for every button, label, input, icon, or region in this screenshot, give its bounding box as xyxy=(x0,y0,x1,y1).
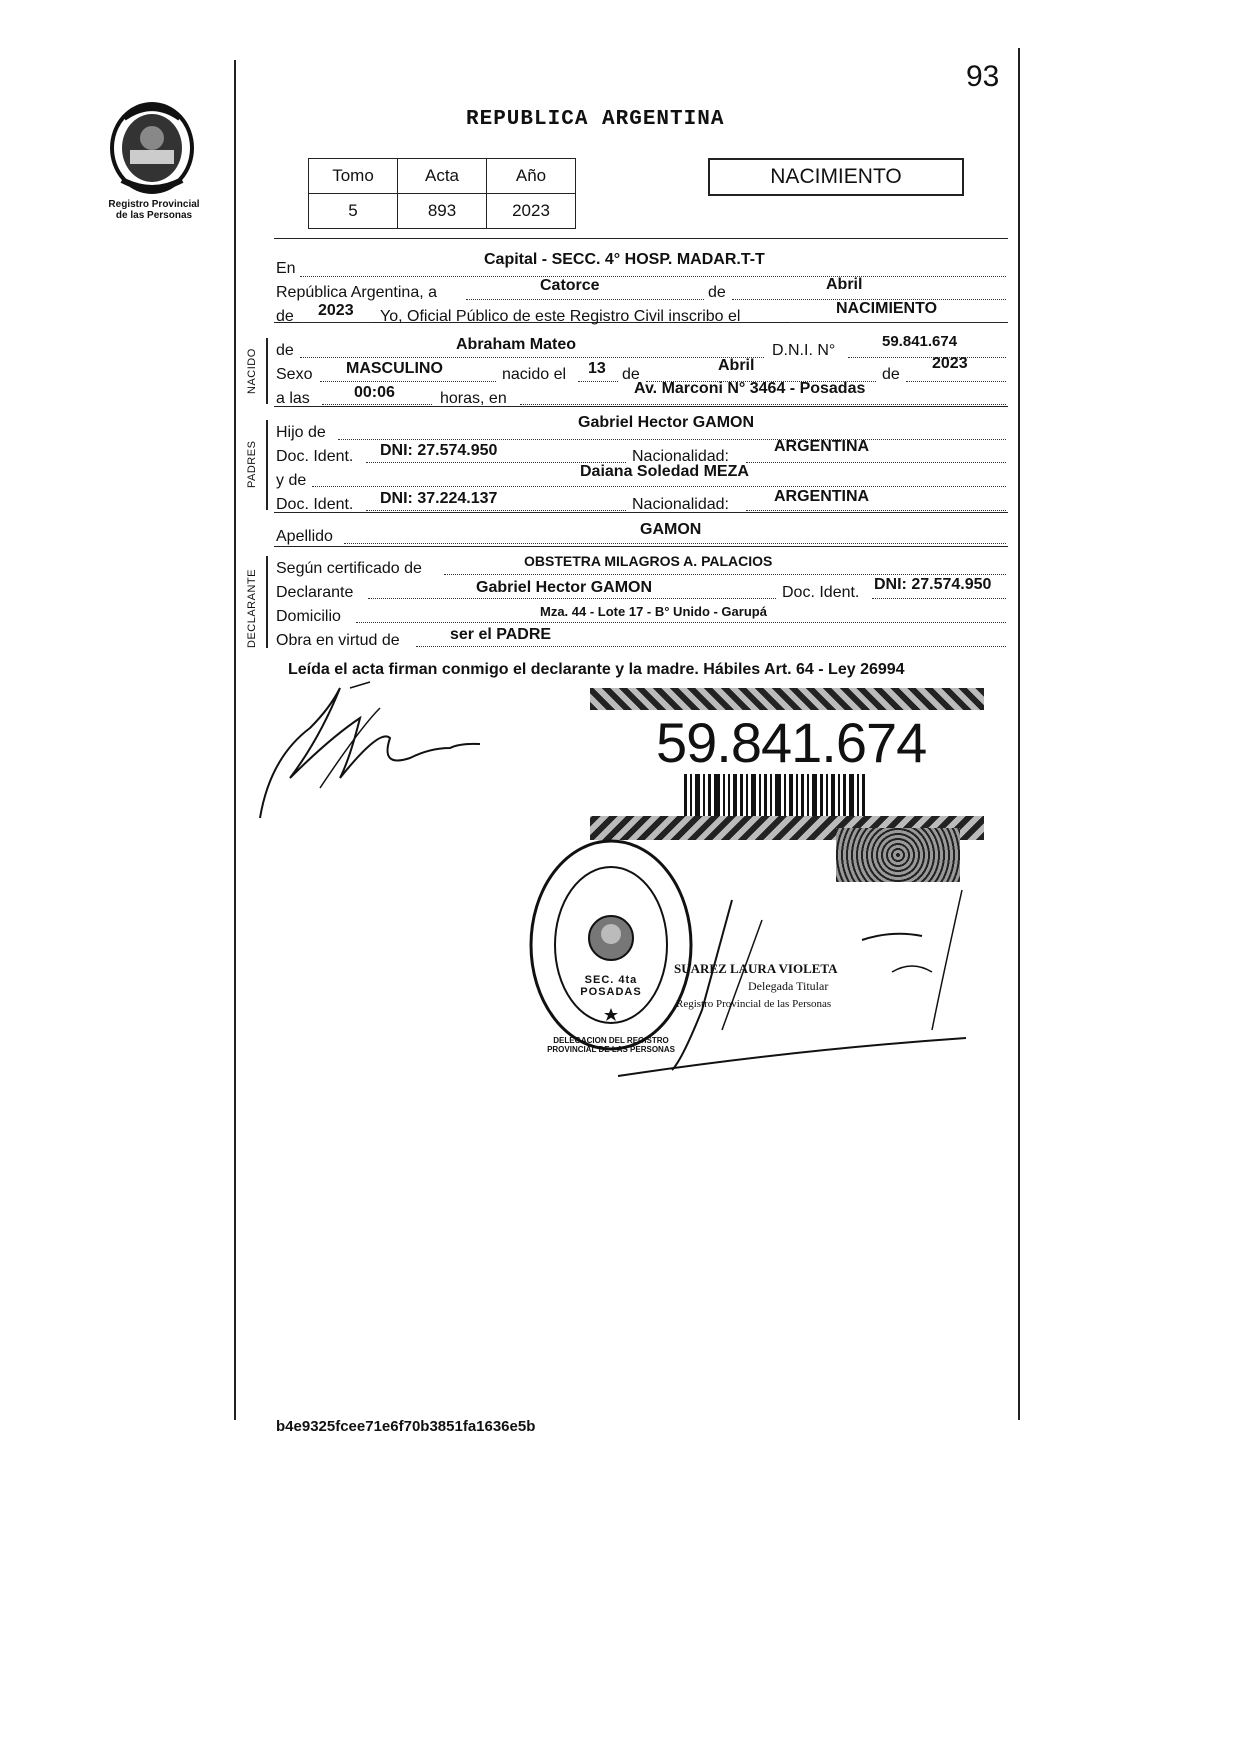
horas-label: horas, en xyxy=(440,390,507,407)
registry-label xyxy=(98,199,210,221)
official-text: Yo, Oficial Público de este Registro Civil inscribo el xyxy=(380,308,741,325)
stamp-inner-text: SEC. 4ta POSADAS xyxy=(580,974,642,998)
apellido-line xyxy=(344,543,1006,544)
day-line xyxy=(466,299,704,300)
section-label-nacido: NACIDO xyxy=(246,348,258,394)
ref-header-tomo: Tomo xyxy=(309,159,398,194)
section-label-declarante: DECLARANTE xyxy=(246,569,258,648)
apellido-label: Apellido xyxy=(276,528,333,545)
ref-header-acta: Acta xyxy=(398,159,487,194)
mother-doc: DNI: 37.224.137 xyxy=(380,490,498,507)
birth-time: 00:06 xyxy=(354,384,395,401)
official-title: Delegada Titular xyxy=(748,979,829,993)
address-line xyxy=(356,622,1006,623)
province-logo xyxy=(104,98,200,194)
mother-doc-label: Doc. Ident. xyxy=(276,496,354,513)
birth-month: Abril xyxy=(718,357,755,374)
divider-declarante xyxy=(274,546,1008,547)
padres-bar xyxy=(266,420,268,510)
section-label-padres: PADRES xyxy=(246,440,258,488)
en-line xyxy=(300,276,1006,277)
declarant-capacity: ser el PADRE xyxy=(450,626,552,643)
y-de-label: y de xyxy=(276,472,307,489)
act-year: 2023 xyxy=(318,302,354,319)
father-line xyxy=(338,439,1006,440)
child-name: Abraham Mateo xyxy=(456,336,577,353)
father-name: Gabriel Hector GAMON xyxy=(578,414,755,431)
child-name-line xyxy=(300,357,764,358)
ref-value-tomo: 5 xyxy=(309,194,398,229)
de-label-2: de xyxy=(276,308,294,325)
mother-nationality: ARGENTINA xyxy=(774,488,870,505)
right-margin-line xyxy=(1018,48,1020,1420)
official-org: Registro Provincial de las Personas xyxy=(676,998,832,1010)
declarante-label: Declarante xyxy=(276,584,354,601)
de-label-1: de xyxy=(708,284,726,301)
birth-place: Av. Marconi N° 3464 - Posadas xyxy=(634,380,866,397)
birth-day: 13 xyxy=(588,360,606,377)
birth-day-line xyxy=(578,381,618,382)
birth-year: 2023 xyxy=(932,355,968,372)
child-dni-line xyxy=(848,357,1006,358)
declarant-signature xyxy=(250,668,510,828)
sexo-label: Sexo xyxy=(276,366,313,383)
a-las-label: a las xyxy=(276,390,310,407)
act-month: Abril xyxy=(826,276,863,293)
birth-place-line xyxy=(520,404,1006,405)
domicilio-label: Domicilio xyxy=(276,608,341,625)
certificate-value: OBSTETRA MILAGROS A. PALACIOS xyxy=(524,553,773,569)
cert-label: Según certificado de xyxy=(276,560,422,577)
left-margin-line xyxy=(234,60,236,1420)
sticker-pattern-top xyxy=(590,688,984,710)
sticker-number: 59.841.674 xyxy=(656,711,927,774)
time-line xyxy=(322,404,432,405)
declarant-doc: DNI: 27.574.950 xyxy=(874,576,992,593)
capacity-line xyxy=(416,646,1006,647)
official-name: SUAREZ LAURA VIOLETA xyxy=(674,961,838,976)
en-label: En xyxy=(276,260,296,277)
mother-name: Daiana Soledad MEZA xyxy=(580,463,749,480)
ref-value-acta: 893 xyxy=(398,194,487,229)
registry-label-line1: Registro Provincial xyxy=(108,199,200,210)
nacido-de-label: de xyxy=(622,366,640,383)
declarant-doc-line xyxy=(872,598,1006,599)
act-type-line xyxy=(790,322,1006,323)
ref-value-anio: 2023 xyxy=(487,194,576,229)
record-type-box: NACIMIENTO xyxy=(708,158,964,196)
place-value: Capital - SECC. 4° HOSP. MADAR.T-T xyxy=(484,251,765,268)
declarant-address: Mza. 44 - Lote 17 - B° Unido - Garupá xyxy=(540,604,767,619)
mother-doc-line xyxy=(366,510,626,511)
divider-top xyxy=(274,238,1008,239)
cert-line xyxy=(444,574,1006,575)
mother-nat-line xyxy=(746,510,1006,511)
child-dni: 59.841.674 xyxy=(882,333,958,350)
hijo-label: Hijo de xyxy=(276,424,326,441)
child-dni-label: D.N.I. N° xyxy=(772,342,836,359)
nacido-label: nacido el xyxy=(502,366,567,383)
nacido-bar xyxy=(266,338,268,404)
act-type: NACIMIENTO xyxy=(836,300,938,317)
declarant-doc-label: Doc. Ident. xyxy=(782,584,860,601)
page-number: 93 xyxy=(966,60,1000,93)
act-day-word: Catorce xyxy=(540,277,600,294)
year-line xyxy=(300,322,372,323)
father-doc-label: Doc. Ident. xyxy=(276,448,354,465)
obra-label: Obra en virtud de xyxy=(276,632,400,649)
father-doc: DNI: 27.574.950 xyxy=(380,442,498,459)
republica-label: República Argentina, a xyxy=(276,284,437,301)
country-title: REPUBLICA ARGENTINA xyxy=(466,108,725,131)
stamp-ring-text: DELEGACION DEL REGISTRO PROVINCIAL DE LAS PERSONAS xyxy=(547,1036,675,1054)
child-de-label: de xyxy=(276,342,294,359)
birth-year-line xyxy=(906,381,1006,382)
surname-value: GAMON xyxy=(640,521,702,538)
divider-padres xyxy=(274,406,1008,407)
declarante-bar xyxy=(266,556,268,648)
declarant-name: Gabriel Hector GAMON xyxy=(476,579,653,596)
father-nationality: ARGENTINA xyxy=(774,438,870,455)
sex-line xyxy=(320,381,496,382)
mother-line xyxy=(312,486,1006,487)
father-nat-line xyxy=(746,462,1006,463)
ref-header-anio: Año xyxy=(487,159,576,194)
nacido-de-label-2: de xyxy=(882,366,900,383)
mother-nat-label: Nacionalidad: xyxy=(632,496,729,513)
child-sex: MASCULINO xyxy=(346,360,443,377)
father-nat-label: Nacionalidad: xyxy=(632,448,729,465)
sticker-hologram xyxy=(836,828,960,882)
reference-table xyxy=(308,158,576,229)
closing-text: Leída el acta firman conmigo el declarante y la madre. Hábiles Art. 64 - Ley 26994 xyxy=(288,661,905,678)
document-hash: b4e9325fcee71e6f70b3851fa1636e5b xyxy=(276,1418,536,1435)
declarant-name-line xyxy=(368,598,776,599)
registry-label-line2: de las Personas xyxy=(115,210,193,221)
